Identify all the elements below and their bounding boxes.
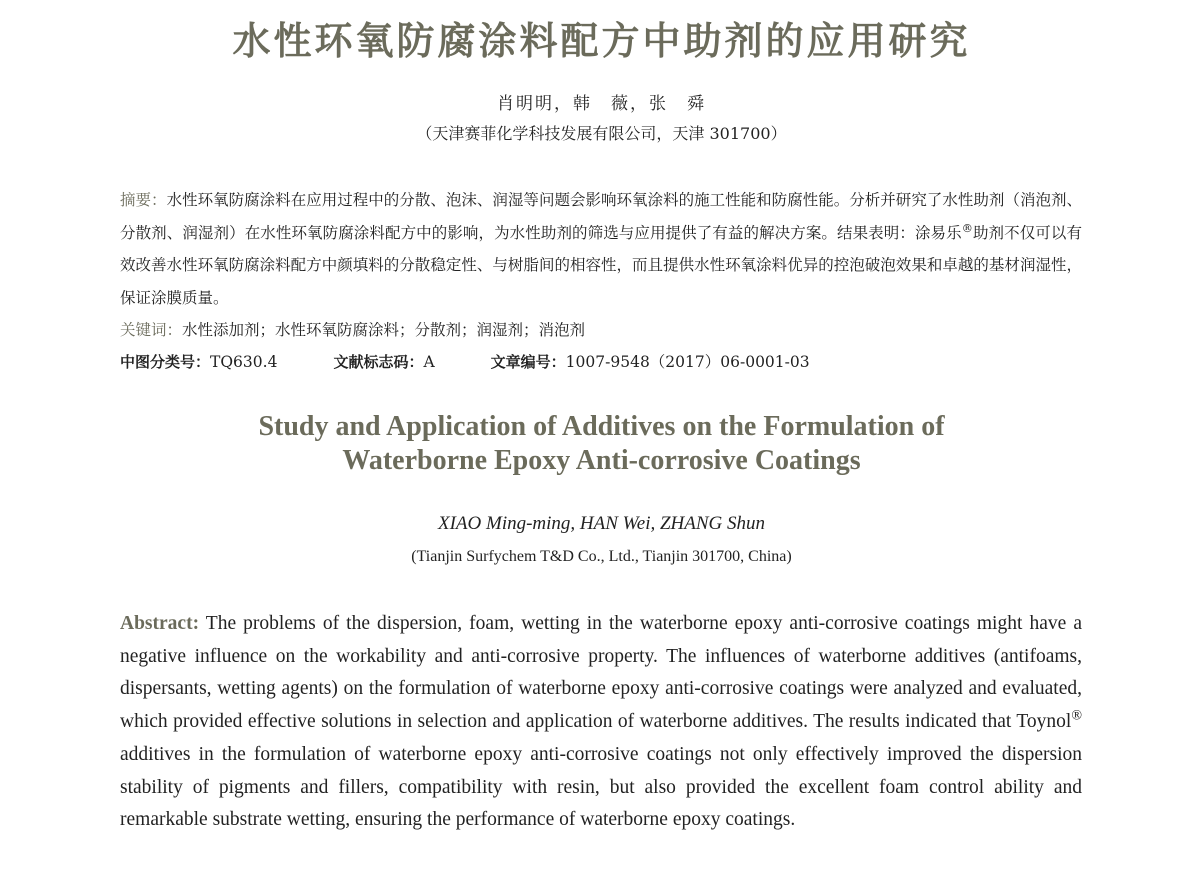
registered-trademark-mark-english: ®	[1071, 707, 1082, 724]
keywords-chinese	[120, 314, 1082, 346]
author-list-english: XIAO Ming-ming, HAN Wei, ZHANG Shun	[437, 513, 766, 534]
affiliation-english: (Tianjin Surfychem T&D Co., Ltd., Tianjin 301700, China)	[411, 548, 792, 565]
article-number-label: 文章编号：	[490, 353, 566, 371]
abstract-label-chinese: 摘要：	[120, 191, 167, 209]
abstract-english	[120, 608, 1082, 837]
abstract-text-chinese-part2: 助剂不仅可以有效改善水性环氧防腐涂料配方中颜填料的分散稳定性、与树脂间的相容性，而且提供水性环氧涂料优异的控泡破泡效果和卓越的基材润湿性，保证涂膜质量。	[120, 223, 1082, 307]
author-list-chinese: 肖明明，韩 薇，张 舜	[497, 94, 706, 114]
paper-title-chinese: 水性环氧防腐涂料配方中助剂的应用研究	[232, 19, 971, 63]
paper-title-english	[0, 410, 1203, 478]
keywords-label: 关键词：	[120, 321, 183, 339]
abstract-label-english: Abstract:	[120, 613, 200, 634]
paper-title-english-line1: Study and Application of Additives on the Formulation of	[258, 411, 945, 442]
clc-value: TQ630.4	[210, 353, 278, 371]
abstract-text-english-part2: additives in the formulation of waterborne epoxy anti-corrosive coatings not only effectively improved the dispersion stability of pigments and fillers, compatibility with resin, but also provided the excellent foam control ability and remarkable substrate wetting, ensuring the performance of waterborne epoxy coatings.	[120, 743, 1082, 831]
abstract-text-chinese-part1: 水性环氧防腐涂料在应用过程中的分散、泡沫、润湿等问题会影响环氧涂料的施工性能和防腐性能。分析并研究了水性助剂（消泡剂、分散剂、润湿剂）在水性环氧防腐涂料配方中的影响，为水性助剂的筛选与应用提供了有益的解决方案。结果表明：涂易乐	[120, 191, 1082, 242]
paper-title-english-line2: Waterborne Epoxy Anti-corrosive Coatings	[342, 445, 861, 476]
document-code-label: 文献标志码：	[333, 353, 424, 371]
affiliation-chinese: （天津赛菲化学科技发展有限公司，天津 301700）	[416, 124, 787, 143]
classification-line	[120, 346, 1082, 378]
clc-label: 中图分类号：	[120, 353, 211, 371]
document-code-value: A	[423, 353, 435, 371]
keywords-text: 水性添加剂；水性环氧防腐涂料；分散剂；润湿剂；消泡剂	[182, 321, 586, 339]
abstract-text-english-part1: The problems of the dispersion, foam, wetting in the waterborne epoxy anti-corrosive coatings might have a negative influence on the workability and anti-corrosive property. The influences of waterborne additives (antifoams, dispersants, wetting agents) on the formulation of waterborne epoxy anti-corrosive coatings were analyzed and evaluated, which provided effective solutions in selection and application of waterborne additives. The results indicated that Toynol	[120, 613, 1082, 733]
registered-trademark-mark: ®	[961, 221, 973, 235]
article-number-value: 1007-9548（2017）06-0001-03	[565, 353, 810, 371]
abstract-chinese	[120, 184, 1082, 314]
